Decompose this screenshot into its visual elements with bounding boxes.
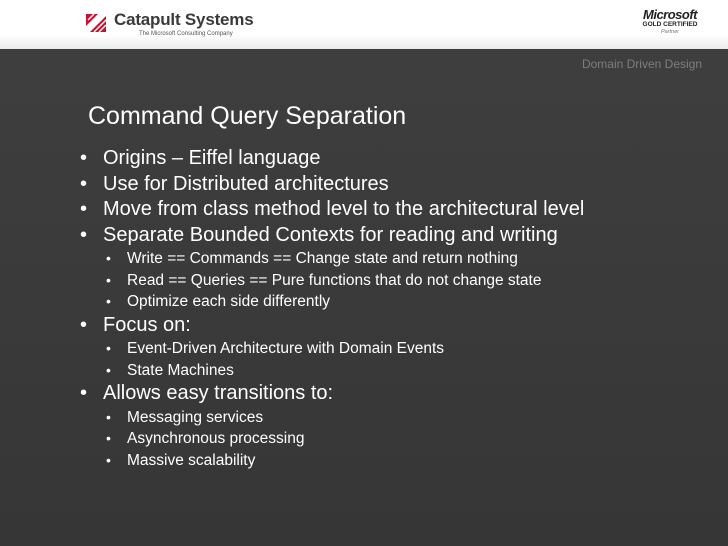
- bullet-text: Read == Queries == Pure functions that do not change state: [127, 271, 542, 289]
- sub-bullet-item: [78, 450, 584, 472]
- sub-bullet-item: [78, 428, 584, 450]
- bullet-dot-icon: •: [80, 172, 88, 195]
- gold-certified-label: GOLD CERTIFIED: [642, 21, 698, 28]
- sub-bullet-item: [78, 291, 584, 313]
- partner-label: Partner: [660, 29, 680, 35]
- bullet-dot-icon: •: [106, 361, 111, 378]
- bullet-text: Allows easy transitions to:: [103, 382, 334, 404]
- bullet-dot-icon: •: [80, 382, 88, 404]
- section-label: Domain Driven Design: [581, 57, 702, 71]
- bullet-text: Event-Driven Architecture with Domain Events: [127, 340, 445, 357]
- bullet-dot-icon: •: [80, 147, 88, 169]
- catapult-logo-icon: [84, 10, 110, 36]
- bullet-dot-icon: •: [106, 250, 111, 266]
- bullet-dot-icon: •: [106, 271, 111, 288]
- sub-bullet-item: [78, 270, 584, 292]
- bullet-text: Massive scalability: [127, 451, 256, 469]
- bullet-text: Move from class method level to the architectural level: [103, 198, 585, 220]
- sub-bullet-item: [78, 407, 584, 429]
- brand-tagline: The Microsoft Consulting Company: [139, 31, 233, 37]
- microsoft-partner-logo: [636, 8, 704, 36]
- bullet-dot-icon: •: [106, 408, 111, 425]
- bullet-text: Messaging services: [127, 408, 264, 426]
- bullet-dot-icon: •: [80, 198, 88, 220]
- bullet-list: [78, 146, 584, 471]
- bullet-item: [78, 172, 584, 198]
- bullet-item: [78, 313, 584, 339]
- bullet-text: State Machines: [127, 361, 234, 379]
- bullet-text: Use for Distributed architectures: [103, 172, 389, 195]
- sub-bullet-item: [78, 360, 584, 382]
- bullet-dot-icon: •: [106, 451, 111, 468]
- bullet-dot-icon: •: [80, 223, 88, 246]
- bullet-text: Write == Commands == Change state and return nothing: [127, 250, 518, 267]
- bullet-dot-icon: •: [80, 313, 88, 336]
- bullet-item: [78, 381, 584, 407]
- bullet-item: [78, 146, 584, 172]
- slide-header: [0, 0, 728, 49]
- bullet-dot-icon: •: [106, 293, 111, 309]
- bullet-dot-icon: •: [106, 340, 111, 356]
- bullet-text: Origins – Eiffel language: [103, 147, 321, 169]
- slide-title: Command Query Separation: [88, 102, 407, 130]
- bullet-text: Separate Bounded Contexts for reading and writing: [103, 223, 558, 246]
- bullet-text: Asynchronous processing: [127, 430, 305, 447]
- bullet-item: [78, 197, 584, 223]
- sub-bullet-item: [78, 248, 584, 270]
- microsoft-wordmark: Microsoft: [643, 7, 697, 22]
- sub-bullet-item: [78, 338, 584, 360]
- bullet-text: Optimize each side differently: [127, 293, 331, 310]
- bullet-text: Focus on:: [103, 313, 191, 336]
- brand-name: Catapult Systems: [114, 10, 254, 29]
- bullet-dot-icon: •: [106, 430, 111, 446]
- bullet-item: [78, 223, 584, 249]
